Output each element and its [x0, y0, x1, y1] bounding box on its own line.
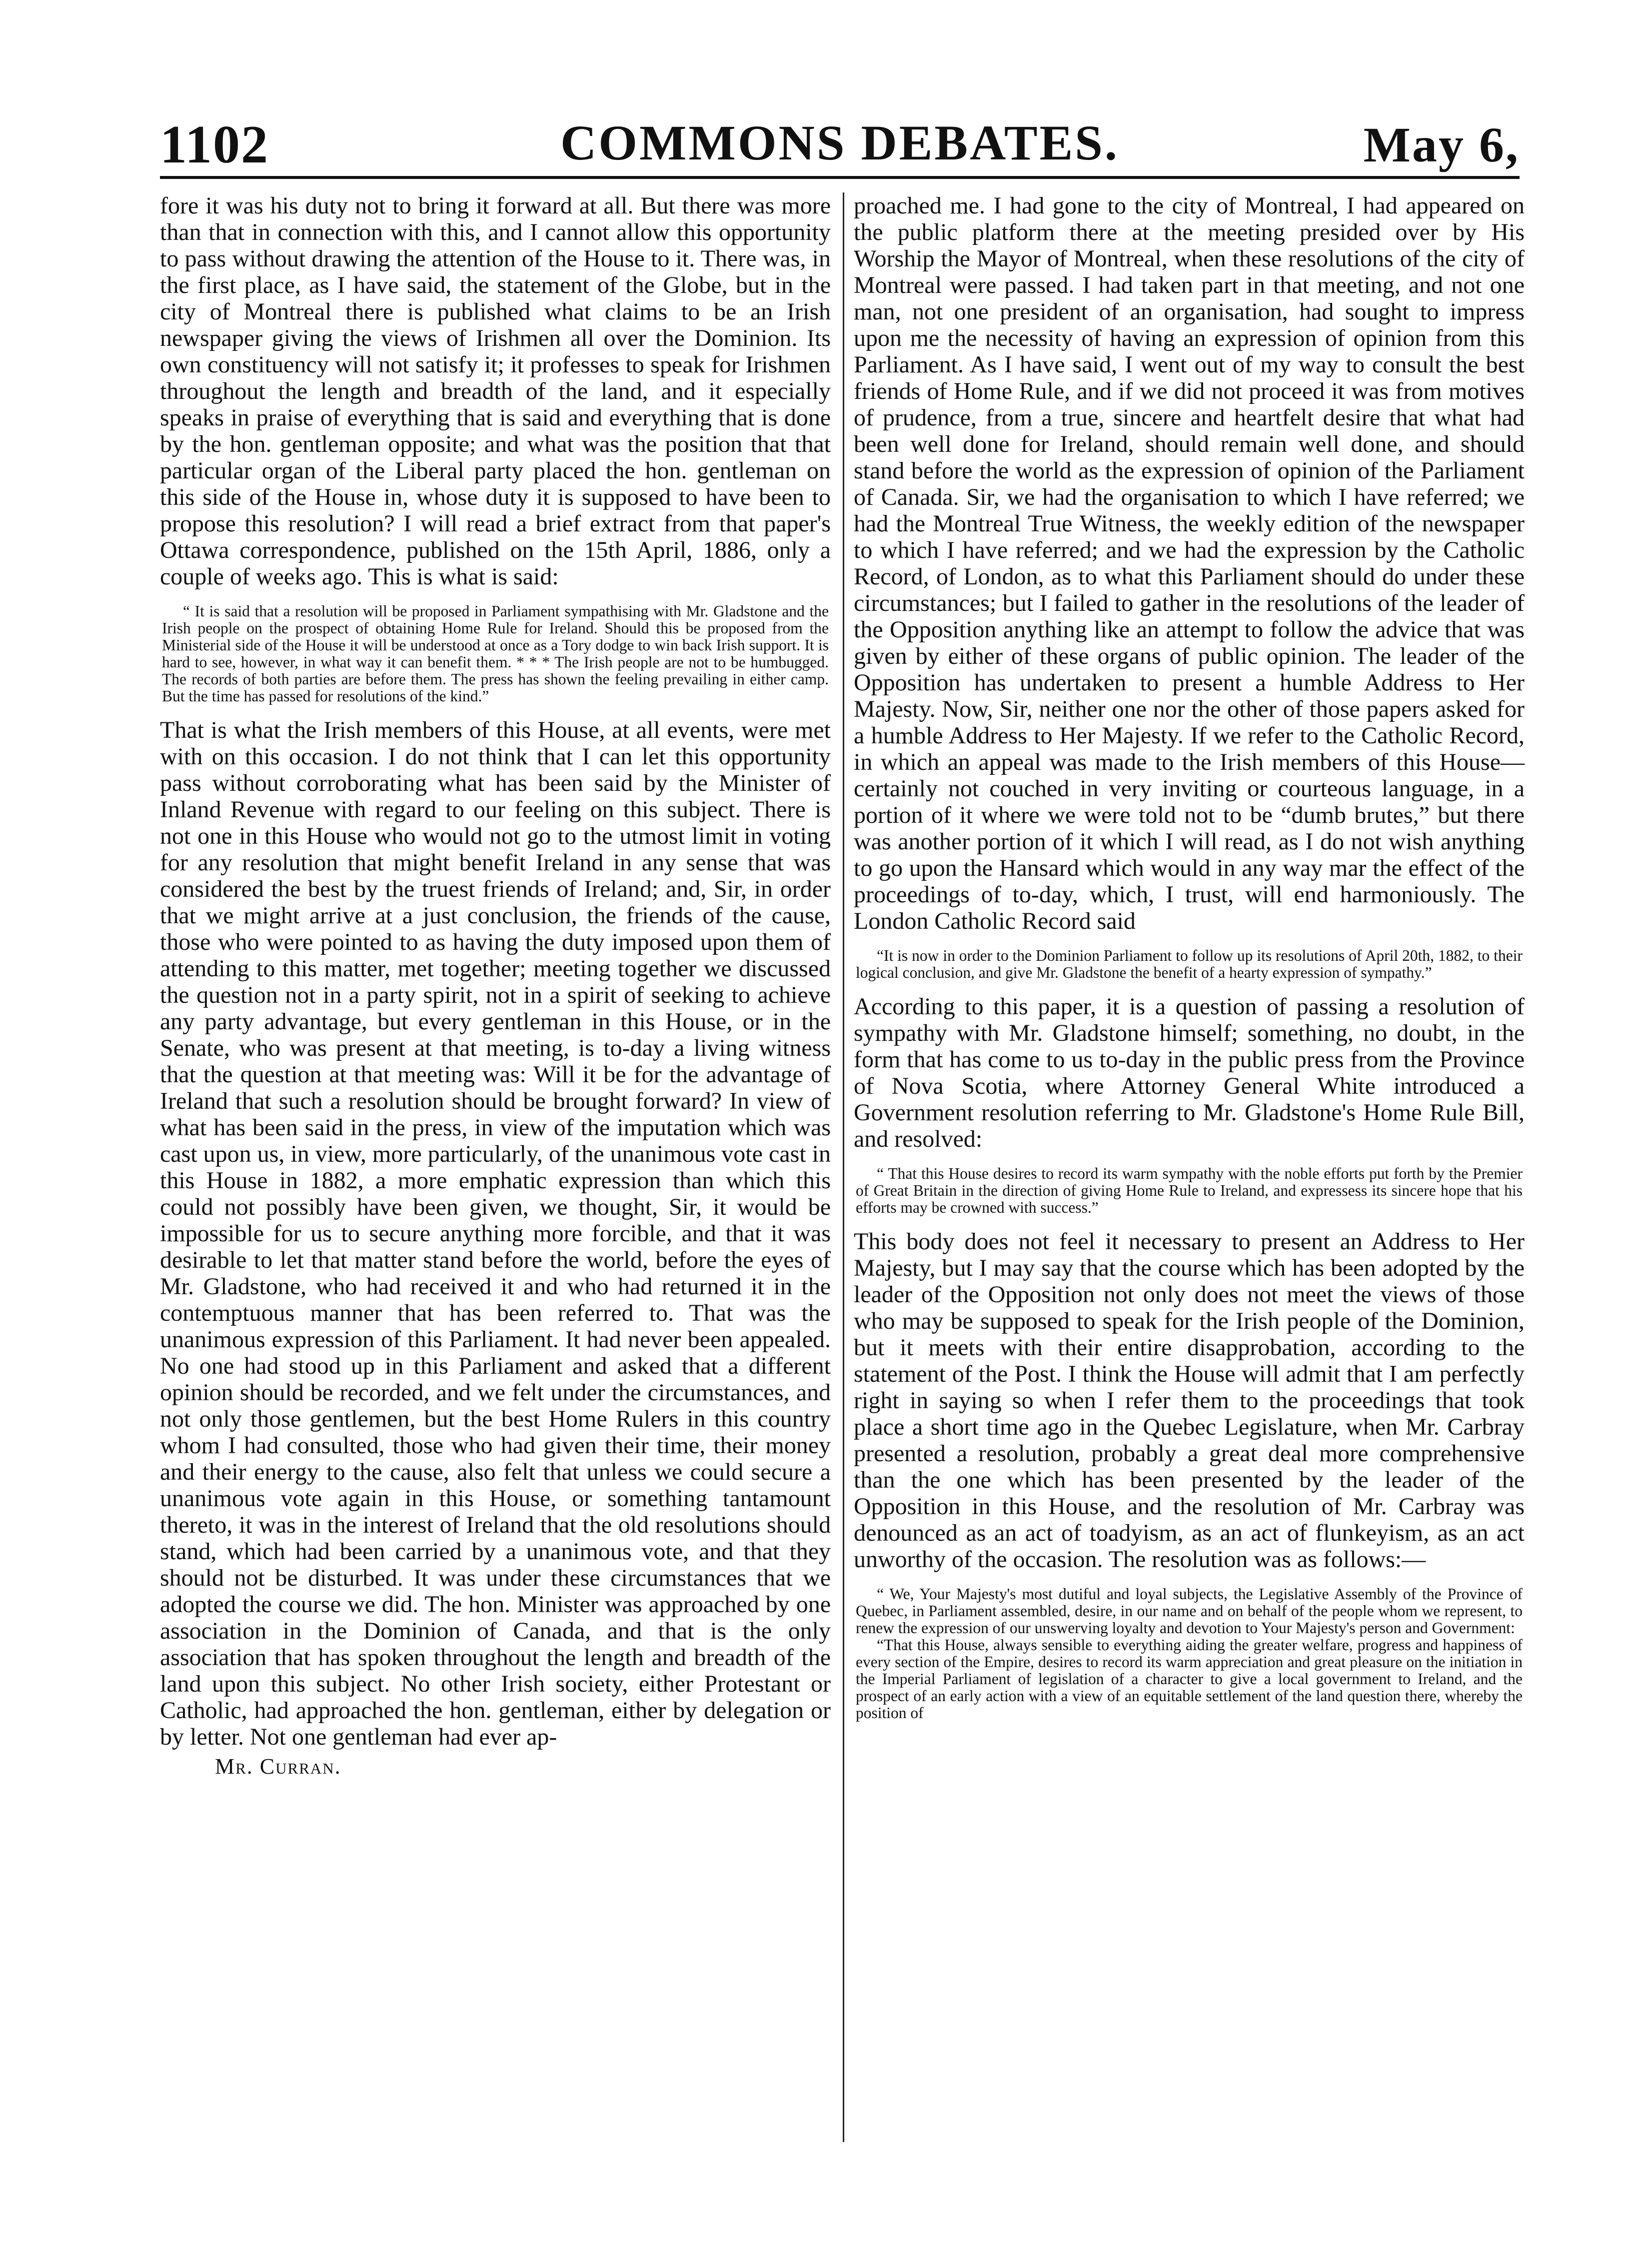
speaker-signature: Mr. Curran.: [215, 1754, 341, 1779]
left-quote-1: [162, 603, 829, 705]
page-header: [160, 114, 1520, 176]
left-quote-1-text: “ It is said that a resolution will be proposed in Parliament sympathising with Mr. Gladstone and the Irish people on the prospect of obtaining Home Rule for Ireland. Should this be proposed from the Ministerial side of the House it will be understood at once as a Tory dodge to win back Irish support. It is hard to see, however, in what way it can benefit them. * * * The Irish people are not to be humbugged. The records of both parties are before them. The press has shown the feeling prevailing in either camp. But the time has passed for resolutions of the kind.”: [162, 602, 829, 705]
column-divider: [843, 192, 844, 2142]
right-quote-1-text: “It is now in order to the Dominion Parliament to follow up its resolutions of April 20th, 1882, to their logical conclusion, and give Mr. Gladstone the benefit of a hearty expression of sympathy.”: [856, 947, 1523, 981]
right-column: [854, 192, 1525, 1734]
right-quote-3a-text: “ We, Your Majesty's most dutiful and loyal subjects, the Legislative Assembly of the Province of Quebec, in Parliament assembled, desire, in our name and on behalf of the people whom we represent, to renew the expression of our unswerving loyalty and devotion to Your Majesty's person and Government:: [856, 1585, 1523, 1637]
right-paragraph-2: According to this paper, it is a question of passing a resolution of sympathy with Mr. Gladstone himself; something, no doubt, in the form that has come to us to-day in the public press from the Province of Nova Scotia, where Attorney General White introduced a Government resolution referring to Mr. Gladstone's Home Rule Bill, and resolved:: [854, 993, 1525, 1152]
header-date: May 6,: [1363, 117, 1520, 172]
left-paragraph-2: That is what the Irish members of this House, at all events, were met with on this occasion. I do not think that I can let this opportunity pass without corroborating what has been said by the Minister of Inland Revenue with regard to our feeling on this subject. There is not one in this House who would not go to the utmost limit in voting for any resolution that might benefit Ireland in any sense that was considered the best by the truest friends of Ireland; and, Sir, in order that we might arrive at a just conclusion, the friends of the cause, those who were pointed to as having the duty imposed upon them of attending to this matter, met together; meeting together we discussed the question not in a party spirit, not in a spirit of seeking to achieve any party advantage, but every gentleman in this House, or in the Senate, who was present at that meeting, is to-day a living witness that the question at that meeting was: Will it be for the advantage of Ireland that such a resolution should be brought forward? In view of what has been said in the press, in view of the imputation which was cast upon us, in view, more particularly, of the unanimous vote cast in this House in 1882, a more emphatic expression than which this could not possibly have been given, we thought, Sir, it would be impossible for us to secure anything more forcible, and that it was desirable to let that matter stand before the world, before the eyes of Mr. Gladstone, who had received it and who had returned it in the contemptuous manner that has been referred to. That was the unanimous expression of this Parliament. It had never been appealed. No one had stood up in this Parliament and asked that a different opinion should be recorded, and we felt under the circumstances, and not only those gentlemen, but the best Home Rulers in this country whom I had consulted, those who had given their time, their money and their energy to the cause, also felt that unless we could secure a unanimous vote again in this House, or something tantamount thereto, it was in the interest of Ireland that the old resolutions should stand, which had been carried by a unanimous vote, and that they should not be disturbed. It was under these circumstances that we adopted the course we did. The hon. Minister was approached by one association in the Dominion of Canada, and that is the only association that has spoken throughout the length and breadth of the land upon this subject. No other Irish society, either Protestant or Catholic, had approached the hon. gentleman, either by delegation or by letter. Not one gentleman had ever ap-: [160, 717, 831, 1750]
right-paragraph-1: proached me. I had gone to the city of Montreal, I had appeared on the public platform there at the meeting presided over by His Worship the Mayor of Montreal, when these resolutions of the city of Montreal were passed. I had taken part in that meeting, and not one man, not one president of an organisation, had sought to impress upon me the necessity of having an expression of opinion from this Parliament. As I have said, I went out of my way to consult the best friends of Home Rule, and if we did not proceed it was from motives of prudence, from a true, sincere and heartfelt desire that what had been well done for Ireland, should remain well done, and should stand before the world as the expression of opinion of the Parliament of Canada. Sir, we had the organisation to which I have referred; we had the Montreal True Witness, the weekly edition of the newspaper to which I have referred; and we had the expression by the Catholic Record, of London, as to what this Parliament should do under these circumstances; but I failed to gather in the resolutions of the leader of the Opposition anything like an attempt to follow the advice that was given by either of these organs of public opinion. The leader of the Opposition has undertaken to present a humble Address to Her Majesty. Now, Sir, neither one nor the other of those papers asked for a humble Address to Her Majesty. If we refer to the Catholic Record, in which an appeal was made to the Irish members of this House—certainly not couched in very inviting or courteous language, in a portion of it where we were told not to be “dumb brutes,” but there was another portion of it which I will read, as I do not wish anything to go upon the Hansard which would in any way mar the effect of the proceedings of to-day, which, I trust, will end harmoniously. The London Catholic Record said: [854, 192, 1525, 934]
header-rule: [160, 176, 1520, 179]
right-quote-2-text: “ That this House desires to record its warm sympathy with the noble efforts put forth by the Premier of Great Britain in the direction of giving Home Rule to Ireland, and expressess its sincere hope that his efforts may be crowned with success.”: [856, 1165, 1523, 1216]
right-quote-3b-text: “That this House, always sensible to everything aiding the greater welfare, progress and happiness of every section of the Empire, desires to record its warm appreciation and great pleasure on the initiation in the Imperial Parliament of legislation of a character to give a local government to Ireland, and the prospect of an early action with a view of an equitable settlement of the land question there, whereby the position of: [856, 1636, 1523, 1722]
right-paragraph-3: This body does not feel it necessary to present an Address to Her Majesty, but I may say that the course which has been adopted by the leader of the Opposition not only does not meet the views of those who may be supposed to speak for the Irish people of the Dominion, but it meets with their entire disapprobation, according to the statement of the Post. I think the House will admit that I am perfectly right in saying so when I refer them to the proceedings that took place a short time ago in the Quebec Legislature, when Mr. Carbray presented a resolution, probably a great deal more comprehensive than the one which has been presented by the leader of the Opposition in this House, and the resolution of Mr. Carbray was denounced as an act of toadyism, as an act of flunkeyism, as an act unworthy of the occasion. The resolution was as follows:—: [854, 1228, 1525, 1573]
right-quote-1: [856, 947, 1523, 981]
left-column: [160, 192, 831, 1780]
right-quote-3: [856, 1586, 1523, 1722]
publication-title: COMMONS DEBATES.: [560, 115, 1119, 170]
left-paragraph-1: fore it was his duty not to bring it forward at all. But there was more than that in connection with this, and I cannot allow this opportunity to pass without drawing the attention of the House to it. There was, in the first place, as I have said, the statement of the Globe, but in the city of Montreal there is published what claims to be an Irish newspaper giving the views of Irishmen all over the Dominion. Its own constituency will not satisfy it; it professes to speak for Irishmen throughout the length and breadth of the land, and it especially speaks in praise of everything that is said and everything that is done by the hon. gentleman opposite; and what was the position that that particular organ of the Liberal party placed the hon. gentleman on this side of the House in, whose duty it is supposed to have been to propose this resolution? I will read a brief extract from that paper's Ottawa correspondence, published on the 15th April, 1886, only a couple of weeks ago. This is what is said:: [160, 192, 831, 590]
right-quote-2: [856, 1165, 1523, 1216]
page-number: 1102: [160, 115, 269, 174]
